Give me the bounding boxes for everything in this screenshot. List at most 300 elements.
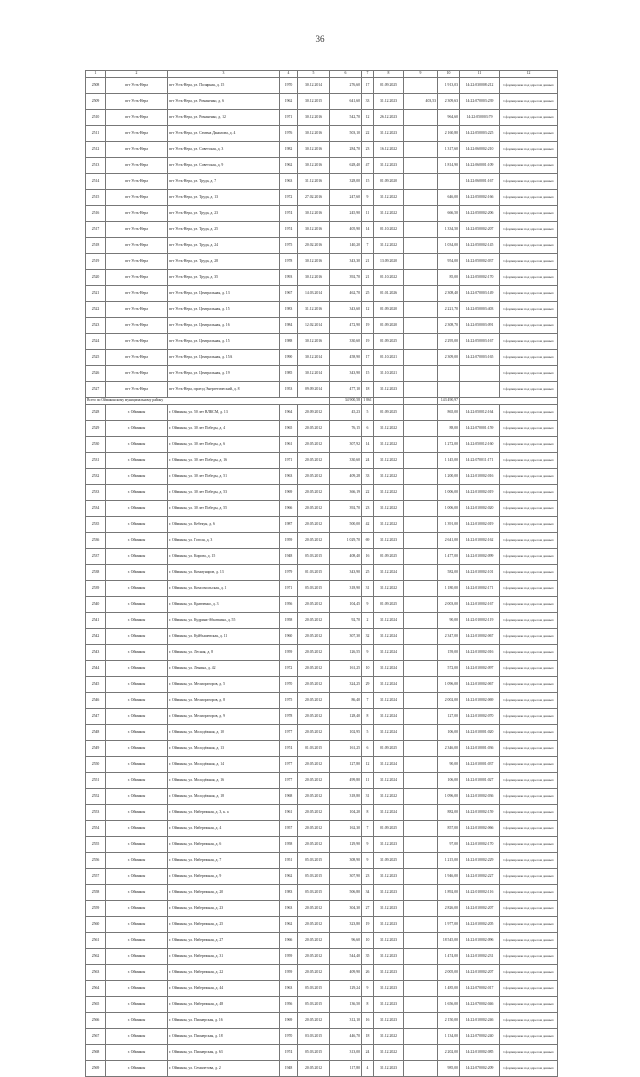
area-value: 323,80: [330, 917, 362, 933]
status-cell: Сформирован под адресом данных: [500, 805, 558, 821]
date: 30.12.2016: [298, 334, 330, 350]
amount-col9: [404, 398, 438, 405]
amount-col9: [404, 238, 438, 254]
date: 20.02.2016: [298, 238, 330, 254]
date: 20.05.2012: [298, 1013, 330, 1029]
status-cell: Сформирован под адресом данных: [500, 286, 558, 302]
table-row: [86, 501, 558, 517]
area-value: 284,70: [330, 142, 362, 158]
amount-col9: [404, 693, 438, 709]
date: 20.09.2012: [298, 405, 330, 421]
count: 21: [362, 270, 374, 286]
table-row: [86, 773, 558, 789]
build-year: 1969: [280, 1013, 298, 1029]
table-row: [86, 805, 558, 821]
address: г. Оймякон, ул. Ленина, д. 42: [168, 661, 280, 677]
address: пгт Усть-Нера, ул. Полярная, д. 15: [168, 78, 280, 94]
build-year: 1958: [280, 837, 298, 853]
table-row: [86, 158, 558, 174]
status-cell: Сформирован под адресом данных: [500, 821, 558, 837]
table-row: [86, 597, 558, 613]
build-year: 1985: [280, 366, 298, 382]
deadline-date: 31.12.2022: [374, 469, 404, 485]
deadline-date: 31.12.2023: [374, 1061, 404, 1077]
address: г. Оймякон, ул. Молодёжная, д. 10: [168, 725, 280, 741]
build-year: 1959: [280, 965, 298, 981]
count: 10: [362, 933, 374, 949]
date: 30.12.2016: [298, 110, 330, 126]
status-cell: Сформирован под адресом данных: [500, 517, 558, 533]
settlement: пгт Усть-Нера: [106, 382, 168, 398]
address: пгт Усть-Нера, ул. Центральная, д. 15: [168, 302, 280, 318]
status-cell: Сформирован под адресом данных: [500, 158, 558, 174]
table-row: [86, 1061, 558, 1077]
amount-col9: [404, 142, 438, 158]
area-value: 307,90: [330, 869, 362, 885]
deadline-date: 01.09.2020: [374, 302, 404, 318]
build-year: 1962: [280, 158, 298, 174]
date: 20.05.2012: [298, 597, 330, 613]
address: г. Оймякон, ул. Мелиораторов, д. 8: [168, 693, 280, 709]
cadastral-number: 14:22:010002:036: [460, 789, 500, 805]
area-value: 140,20: [330, 238, 362, 254]
deadline-date: 31.12.2023: [374, 917, 404, 933]
count: 25: [362, 286, 374, 302]
settlement: г. Оймякон: [106, 725, 168, 741]
area-value: 446,70: [330, 1029, 362, 1045]
status-cell: Сформирован под адресом данных: [500, 350, 558, 366]
amount-col10: 2 295,00: [438, 334, 460, 350]
date: 30.12.2014: [298, 78, 330, 94]
table-row: [86, 334, 558, 350]
row-number: 2551: [86, 773, 106, 789]
settlement: г. Оймякон: [106, 613, 168, 629]
amount-col9: [404, 581, 438, 597]
amount-col10: [438, 174, 460, 190]
address: пгт Усть-Нера, ул. Труда, д. 28: [168, 254, 280, 270]
settlement: пгт Усть-Нера: [106, 126, 168, 142]
deadline-date: 31.12.2023: [374, 382, 404, 398]
settlement: г. Оймякон: [106, 789, 168, 805]
cadastral-number: 14:22:010002:020: [460, 501, 500, 517]
address: г. Оймякон, ул. Набережная, д. 6: [168, 837, 280, 853]
area-value: 343,90: [330, 565, 362, 581]
build-year: 1972: [280, 661, 298, 677]
count: 8: [362, 997, 374, 1013]
deadline-date: 01.09.2025: [374, 78, 404, 94]
area-value: 503,10: [330, 126, 362, 142]
date: 30.12.2016: [298, 142, 330, 158]
date: 20.05.2012: [298, 757, 330, 773]
status-cell: Сформирован под адресом данных: [500, 677, 558, 693]
cadastral-number: 14:22:010002:019: [460, 485, 500, 501]
amount-col9: [404, 469, 438, 485]
date: 20.05.2012: [298, 661, 330, 677]
count: 35: [362, 949, 374, 965]
count: 4: [362, 1061, 374, 1077]
area-value: 343,60: [330, 302, 362, 318]
build-year: 1967: [280, 286, 298, 302]
date: 05.03.2015: [298, 869, 330, 885]
build-year: 1962: [280, 917, 298, 933]
status-cell: Сформирован под адресом данных: [500, 789, 558, 805]
amount-col9: [404, 565, 438, 581]
date: 20.05.2012: [298, 693, 330, 709]
status-cell: Сформирован под адресом данных: [500, 94, 558, 110]
deadline-date: 31.12.2022: [374, 437, 404, 453]
amount-col10: 97,00: [438, 837, 460, 853]
date: 20.05.2012: [298, 645, 330, 661]
amount-col9: [404, 677, 438, 693]
settlement: г. Оймякон: [106, 901, 168, 917]
deadline-date: 31.12.2022: [374, 1029, 404, 1045]
row-number: 2516: [86, 206, 106, 222]
deadline-date: 01.10.2022: [374, 270, 404, 286]
amount-col9: [404, 334, 438, 350]
cadastral-number: 14:22:010002:229: [460, 853, 500, 869]
area-value: 308,90: [330, 853, 362, 869]
amount-col9: [404, 549, 438, 565]
amount-col9: [404, 949, 438, 965]
amount-col10: 1 215,00: [438, 853, 460, 869]
area-value: 104,45: [330, 597, 362, 613]
status-cell: Сформирован под адресом данных: [500, 693, 558, 709]
area-value: 408,40: [330, 549, 362, 565]
area-value: 366,19: [330, 485, 362, 501]
status-cell: Сформирован под адресом данных: [500, 917, 558, 933]
count: 21: [362, 254, 374, 270]
amount-col10: 106,00: [438, 725, 460, 741]
amount-col10: [438, 366, 460, 382]
area-value: 330,60: [330, 453, 362, 469]
area-value: 34 900,58: [330, 398, 362, 405]
table-row: [86, 581, 558, 597]
row-number: 2553: [86, 805, 106, 821]
amount-col10: 143 490,97: [438, 398, 460, 405]
cadastral-number: 14:22:050003:79: [460, 110, 500, 126]
amount-col10: 1 946,00: [438, 869, 460, 885]
count: 9: [362, 597, 374, 613]
row-number: 2510: [86, 110, 106, 126]
table-body: [86, 71, 558, 1077]
amount-col10: 85,00: [438, 270, 460, 286]
settlement: г. Оймякон: [106, 709, 168, 725]
amount-col9: [404, 725, 438, 741]
area-value: 544,40: [330, 949, 362, 965]
build-year: 1961: [280, 805, 298, 821]
area-value: 136,50: [330, 997, 362, 1013]
address: г. Оймякон, ул. Комсомольская, д. 1: [168, 581, 280, 597]
deadline-date: 31.12.2023: [374, 837, 404, 853]
date: 01.03.2015: [298, 565, 330, 581]
date: 30.12.2016: [298, 206, 330, 222]
deadline-date: 31.12.2023: [374, 901, 404, 917]
status-cell: Сформирован под адресом данных: [500, 581, 558, 597]
area-value: 247,60: [330, 190, 362, 206]
cadastral-number: 14:22:050002:206: [460, 206, 500, 222]
settlement: г. Оймякон: [106, 1045, 168, 1061]
amount-col9: [404, 286, 438, 302]
row-number: 2558: [86, 885, 106, 901]
row-number: 2525: [86, 350, 106, 366]
cadastral-number: 14:22:070011:171: [460, 453, 500, 469]
row-number: 2541: [86, 613, 106, 629]
date: 30.12.2014: [298, 350, 330, 366]
area-value: 126,55: [330, 645, 362, 661]
status-cell: Сформирован под адресом данных: [500, 901, 558, 917]
address: пгт Усть-Нера, ул. Труда, д. 24: [168, 238, 280, 254]
status-cell: Сформирован под адресом данных: [500, 549, 558, 565]
table-row: [86, 837, 558, 853]
build-year: 1977: [280, 773, 298, 789]
row-number: 2535: [86, 517, 106, 533]
amount-col10: 127,00: [438, 709, 460, 725]
address: г. Оймякон, ул. Молодёжная, д. 16: [168, 773, 280, 789]
date: 20.05.2012: [298, 917, 330, 933]
area-value: 324,25: [330, 677, 362, 693]
date: 05.03.2015: [298, 581, 330, 597]
address: г. Оймякон, ул. Лесная, д. 8: [168, 645, 280, 661]
row-number: 2539: [86, 581, 106, 597]
cadastral-number: 14:22:060001:109: [460, 158, 500, 174]
build-year: 1965: [280, 421, 298, 437]
table-row: [86, 405, 558, 421]
settlement: г. Оймякон: [106, 437, 168, 453]
settlement: г. Оймякон: [106, 917, 168, 933]
row-number: 2543: [86, 645, 106, 661]
area-value: 343,90: [330, 366, 362, 382]
count: 31: [362, 581, 374, 597]
date: 20.05.2012: [298, 805, 330, 821]
status-cell: Сформирован под адресом данных: [500, 885, 558, 901]
settlement: г. Оймякон: [106, 549, 168, 565]
status-cell: Сформирован под адресом данных: [500, 174, 558, 190]
address: г. Оймякон, ул. Набережная, д. 3, к. а: [168, 805, 280, 821]
date: 20.05.2012: [298, 533, 330, 549]
cadastral-number: 14:22:010001:027: [460, 773, 500, 789]
deadline-date: 31.12.2024: [374, 693, 404, 709]
area-value: 542,70: [330, 110, 362, 126]
settlement: пгт Усть-Нера: [106, 190, 168, 206]
settlement: г. Оймякон: [106, 565, 168, 581]
amount-col9: [404, 485, 438, 501]
area-value: 472,90: [330, 318, 362, 334]
build-year: 1979: [280, 565, 298, 581]
deadline-date: 16.12.2022: [374, 142, 404, 158]
date: 20.05.2012: [298, 789, 330, 805]
deadline-date: 01.10.2021: [374, 350, 404, 366]
date: 20.05.2012: [298, 613, 330, 629]
column-number: 7: [362, 71, 374, 78]
address: г. Оймякон, ул. Набережная, д. 48: [168, 997, 280, 1013]
count: 18: [362, 382, 374, 398]
table-row: [86, 901, 558, 917]
settlement: г. Оймякон: [106, 581, 168, 597]
count: 47: [362, 158, 374, 174]
row-number: 2529: [86, 421, 106, 437]
page-number: 36: [315, 34, 325, 44]
status-cell: Сформирован под адресом данных: [500, 709, 558, 725]
table-row: [86, 110, 558, 126]
amount-col9: [404, 869, 438, 885]
date: 20.05.2012: [298, 933, 330, 949]
amount-col9: [404, 222, 438, 238]
amount-col9: [404, 965, 438, 981]
build-year: 1974: [280, 741, 298, 757]
date: 20.05.2012: [298, 485, 330, 501]
area-value: 392,70: [330, 270, 362, 286]
deadline-date: 31.09.2025: [374, 853, 404, 869]
deadline-date: 31.12.2023: [374, 933, 404, 949]
status-cell: Сформирован под адресом данных: [500, 302, 558, 318]
row-number: 2554: [86, 821, 106, 837]
settlement: г. Оймякон: [106, 661, 168, 677]
count: 14: [362, 437, 374, 453]
build-year: 1976: [280, 126, 298, 142]
column-number: 1: [86, 71, 106, 78]
settlement: г. Оймякон: [106, 453, 168, 469]
build-year: 1971: [280, 581, 298, 597]
deadline-date: 31.12.2024: [374, 661, 404, 677]
build-year: 1959: [280, 645, 298, 661]
row-number: 2562: [86, 949, 106, 965]
settlement: г. Оймякон: [106, 501, 168, 517]
settlement: г. Оймякон: [106, 757, 168, 773]
cadastral-number: 14:22:010002:231: [460, 949, 500, 965]
settlement: г. Оймякон: [106, 805, 168, 821]
address: г. Оймякон, ул. 30 лет Победы, д. 53: [168, 485, 280, 501]
count: 8: [362, 805, 374, 821]
area-value: 500,00: [330, 517, 362, 533]
area-value: 313,00: [330, 1045, 362, 1061]
amount-col10: 1 034,00: [438, 238, 460, 254]
table-row: [86, 366, 558, 382]
deadline-date: 31.12.2023: [374, 126, 404, 142]
address: г. Оймякон, ул. Кебекун, д. 6: [168, 517, 280, 533]
column-number: 8: [374, 71, 404, 78]
amount-col9: [404, 597, 438, 613]
cadastral-number: 14:22:010002:069: [460, 693, 500, 709]
row-number: 2561: [86, 933, 106, 949]
table-row: [86, 1045, 558, 1061]
amount-col9: [404, 821, 438, 837]
date: 20.05.2012: [298, 725, 330, 741]
amount-col10: 2 308,40: [438, 286, 460, 302]
area-value: 276,60: [330, 78, 362, 94]
table-row: [86, 1029, 558, 1045]
amount-col10: 2 308,70: [438, 318, 460, 334]
settlement: г. Оймякон: [106, 677, 168, 693]
settlement: г. Оймякон: [106, 629, 168, 645]
build-year: 1972: [280, 190, 298, 206]
cadastral-number: 14:22:010002:016: [460, 469, 500, 485]
amount-col10: 2 202,00: [438, 1045, 460, 1061]
count: 23: [362, 142, 374, 158]
amount-col9: [404, 350, 438, 366]
status-cell: Сформирован под адресом данных: [500, 997, 558, 1013]
status-cell: Сформирован под адресом данных: [500, 933, 558, 949]
amount-col9: [404, 773, 438, 789]
address: г. Оймякон, ул. Пионерская, д. 18: [168, 1029, 280, 1045]
amount-col10: 2 160,80: [438, 126, 460, 142]
table-row: [86, 821, 558, 837]
build-year: 1984: [280, 318, 298, 334]
deadline-date: 31.12.2024: [374, 805, 404, 821]
area-value: 45,23: [330, 405, 362, 421]
cadastral-number: 14:22:050003:403: [460, 302, 500, 318]
amount-col10: 1 200,00: [438, 469, 460, 485]
deadline-date: 31.12.2023: [374, 533, 404, 549]
area-value: 1 029,70: [330, 533, 362, 549]
row-number: 2521: [86, 286, 106, 302]
cadastral-number: 14:22:050002:145: [460, 238, 500, 254]
cadastral-number: 14:22:050002:170: [460, 270, 500, 286]
amount-col10: 2 309,63: [438, 94, 460, 110]
settlement: г. Оймякон: [106, 485, 168, 501]
amount-col10: 666,50: [438, 206, 460, 222]
column-number: 2: [106, 71, 168, 78]
address: пгт Усть-Нера, ул. Семена Данилова, д. 4: [168, 126, 280, 142]
status-cell: Сформирован под адресом данных: [500, 437, 558, 453]
column-number-row: [86, 71, 558, 78]
area-value: 409,28: [330, 469, 362, 485]
settlement: пгт Усть-Нера: [106, 142, 168, 158]
status-cell: Сформирован под адресом данных: [500, 725, 558, 741]
date: 20.05.2012: [298, 1061, 330, 1077]
settlement: г. Оймякон: [106, 1013, 168, 1029]
table-row: [86, 933, 558, 949]
area-value: 104,20: [330, 805, 362, 821]
count: 2: [362, 613, 374, 629]
amount-col9: [404, 853, 438, 869]
address: г. Оймякон, ул. 30 лет Победы, д. 16: [168, 453, 280, 469]
count: 7: [362, 238, 374, 254]
date: 14.03.2014: [298, 286, 330, 302]
settlement: г. Оймякон: [106, 821, 168, 837]
amount-col10: 1 485,00: [438, 981, 460, 997]
deadline-date: 31.12.2023: [374, 949, 404, 965]
amount-col10: 1 317,60: [438, 142, 460, 158]
housing-register-table: [85, 70, 558, 1077]
table-row: [86, 565, 558, 581]
deadline-date: 01.09.2020: [374, 318, 404, 334]
table-row: [86, 437, 558, 453]
count: 10: [362, 661, 374, 677]
cadastral-number: 14:22:010001:020: [460, 725, 500, 741]
cadastral-number: 14:22:010002:246: [460, 1013, 500, 1029]
count: 16: [362, 549, 374, 565]
count: 7: [362, 693, 374, 709]
amount-col10: 2 221,70: [438, 302, 460, 318]
deadline-date: 31.12.2024: [374, 757, 404, 773]
row-number: 2515: [86, 190, 106, 206]
row-number: 2509: [86, 94, 106, 110]
build-year: 1977: [280, 757, 298, 773]
date: 31.12.2016: [298, 174, 330, 190]
count: 9: [362, 645, 374, 661]
table-row: [86, 469, 558, 485]
row-number: 2556: [86, 853, 106, 869]
deadline-date: 31.12.2022: [374, 501, 404, 517]
amount-col10: 1 145,00: [438, 453, 460, 469]
settlement: пгт Усть-Нера: [106, 238, 168, 254]
date: 20.05.2012: [298, 837, 330, 853]
status-cell: Сформирован под адресом данных: [500, 405, 558, 421]
address: пгт Усть-Нера, ул. Центральная, д. 13: [168, 286, 280, 302]
settlement: пгт Усть-Нера: [106, 174, 168, 190]
amount-col9: [404, 613, 438, 629]
amount-col10: [438, 382, 460, 398]
